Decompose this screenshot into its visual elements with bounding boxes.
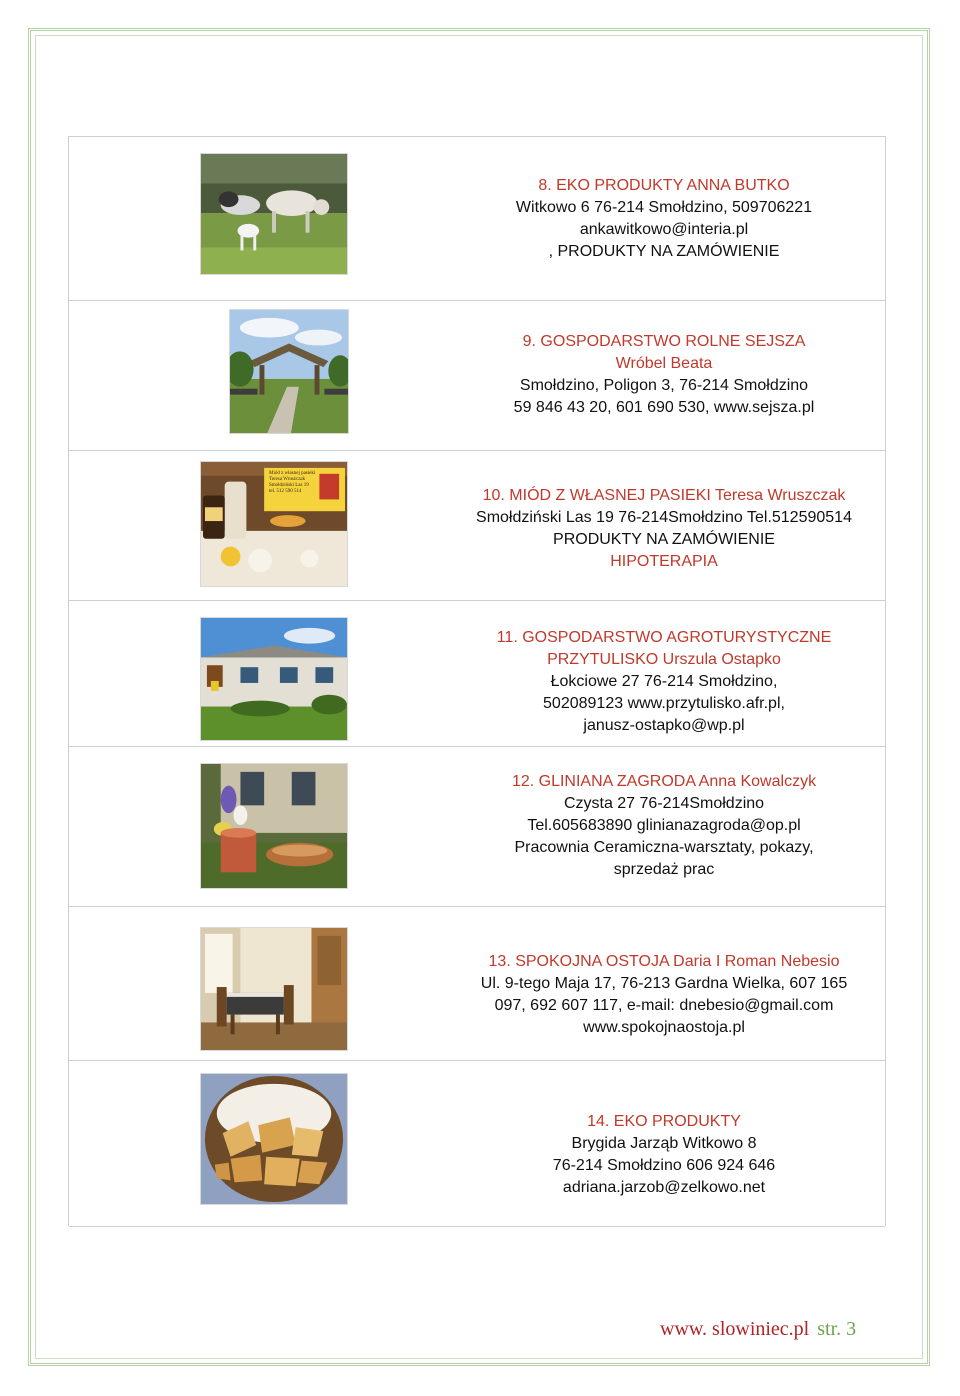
footer-site-link[interactable]: www. slowiniec.pl [660,1318,810,1340]
entry-line: 502089123 www.przytulisko.afr.pl, [543,695,785,712]
table-row [69,747,885,907]
goats-photo [200,153,348,275]
table-row [69,907,885,1061]
entry-title: 13. SPOKOJNA OSTOJA Daria I Roman Nebesio [488,953,840,970]
entry-14-text [439,1111,889,1199]
entry-line: janusz-ostapko@wp.pl [583,717,745,734]
gate-photo [229,309,349,434]
entry-title: 10. MIÓD Z WŁASNEJ PASIEKI Teresa Wruszczak [482,487,846,504]
entry-line: ankawitkowo@interia.pl [579,221,749,238]
honey-photo [200,461,348,587]
entry-12-text [439,771,889,881]
entry-line: sprzedaż prac [613,861,715,878]
entry-title: 11. GOSPODARSTWO AGROTURYSTYCZNE [496,629,832,646]
entry-line: Łokciowe 27 76-214 Smołdzino, [550,673,778,690]
table-row [69,301,885,451]
entry-line: , PRODUKTY NA ZAMÓWIENIE [548,243,780,260]
table-row [69,137,885,301]
entry-line: Smołdziński Las 19 76-214Smołdzino Tel.512590514 [476,509,852,526]
entry-10-text [439,485,889,573]
table-row [69,451,885,601]
dining-room-photo [200,927,348,1051]
entry-extra: HIPOTERAPIA [610,553,718,570]
entry-8-text [439,175,889,263]
entry-line: Smołdzino, Poligon 3, 76-214 Smołdzino [519,377,809,394]
entry-13-text [439,951,889,1039]
entry-line: www.spokojnaostoja.pl [583,1019,745,1036]
entry-line: Witkowo 6 76-214 Smołdzino, 509706221 [515,199,813,216]
entry-title: 9. GOSPODARSTWO ROLNE SEJSZA [522,333,806,350]
farmhouse-photo [200,617,348,741]
entry-title: 8. EKO PRODUKTY ANNA BUTKO [538,177,790,194]
entry-title: 12. GLINIANA ZAGRODA Anna Kowalczyk [511,773,817,790]
entry-line: Pracownia Ceramiczna-warsztaty, pokazy, [514,839,814,856]
honey-label: Miód z własnej pasieki Teresa Wruszczak Smołdziński Las 19 tel. 512 590 514 [269,471,316,494]
table-row [69,601,885,747]
entry-line: 097, 692 607 117, e-mail: dnebesio@gmail.com [494,997,834,1014]
entry-line: adriana.jarzob@zelkowo.net [562,1179,766,1196]
entry-line: PRODUKTY NA ZAMÓWIENIE [553,531,775,548]
pastries-photo [200,1073,348,1205]
entry-line: Ul. 9-tego Maja 17, 76-213 Gardna Wielka, 607 165 [480,975,848,992]
entry-line: 59 846 43 20, 601 690 530, www.sejsza.pl [513,399,815,416]
entry-line: Tel.605683890 glinianazagroda@op.pl [527,817,801,834]
ceramics-photo [200,763,348,889]
entry-11-text [439,627,889,737]
entry-subtitle: PRZYTULISKO Urszula Ostapko [547,651,781,668]
entry-line: Czysta 27 76-214Smołdzino [563,795,765,812]
entry-title: 14. EKO PRODUKTY [587,1113,741,1130]
entry-line: 76-214 Smołdzino 606 924 646 [552,1157,776,1174]
entry-subtitle: Wróbel Beata [615,355,713,372]
entry-9-text [439,331,889,419]
entry-line: Brygida Jarząb Witkowo 8 [571,1135,757,1152]
table-row [69,1061,885,1227]
listing-table [68,136,886,1226]
page-footer [660,1318,856,1341]
page-number: str. 3 [817,1318,857,1340]
